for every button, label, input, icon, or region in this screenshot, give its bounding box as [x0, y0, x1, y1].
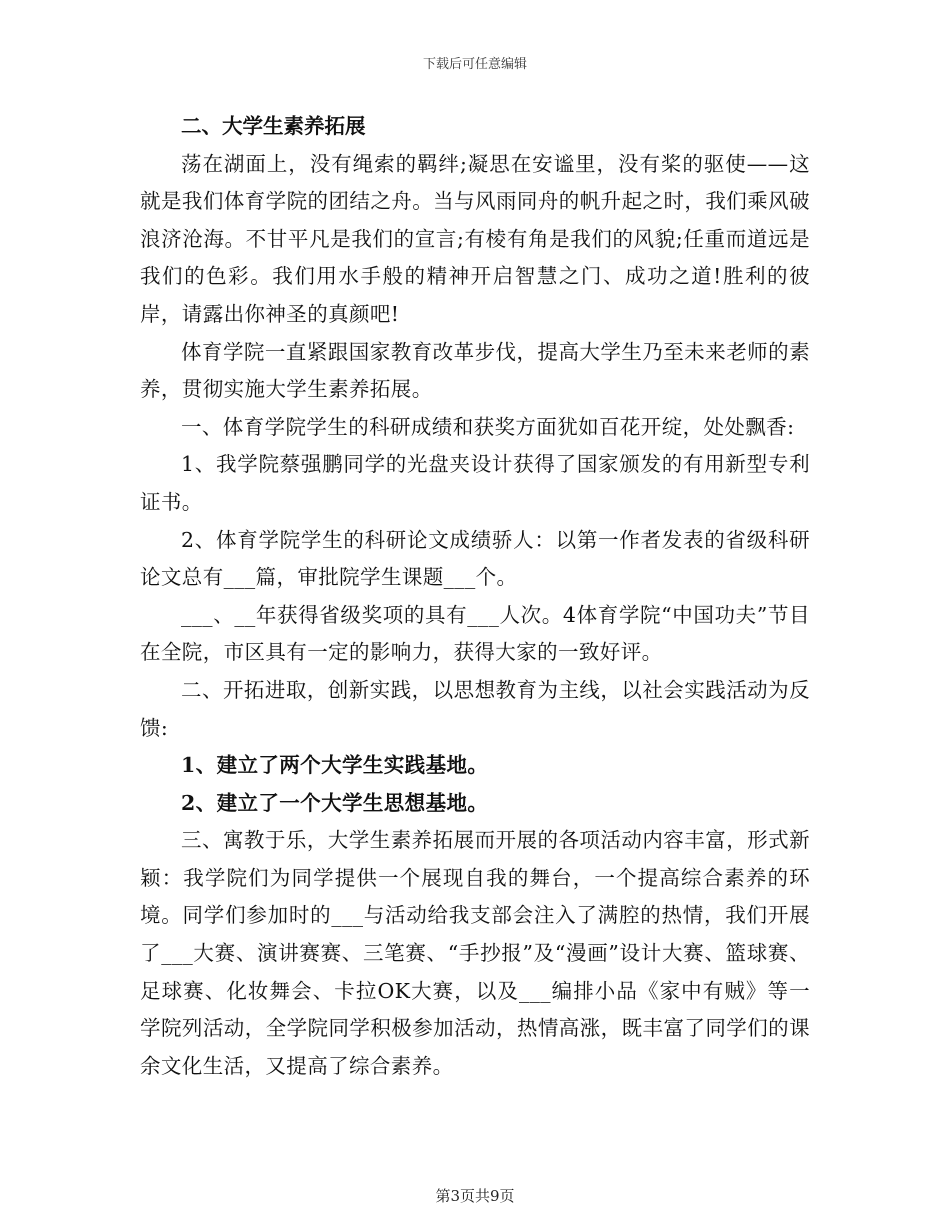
section-heading: 二、大学生素养拓展	[181, 114, 366, 138]
paragraph-intro: 荡在湖面上，没有绳索的羁绊;凝思在安谧里，没有桨的驱使——这就是我们体育学院的团结之舟。当与风雨同舟的帆升起之时，我们乘风破浪济沧海。不甘平凡是我们的宣言;有棱有角是我们的风貌;任重而道远是我们的色彩。我们用水手般的精神开启智慧之门、成功之道!胜利的彼岸，请露出你神圣的真颜吧!	[140, 151, 810, 326]
paragraph-thought-base: 2、建立了一个大学生思想基地。	[181, 790, 489, 815]
paragraph-reform: 体育学院一直紧跟国家教育改革步伐，提高大学生乃至未来老师的素养，贯彻实施大学生素养拓展。	[140, 339, 810, 402]
paragraph-research-heading: 一、体育学院学生的科研成绩和获奖方面犹如百花开绽，处处飘香:	[181, 414, 795, 439]
paragraph-practice-base: 1、建立了两个大学生实践基地。	[181, 753, 489, 778]
paragraph-papers: 2、体育学院学生的科研论文成绩骄人：以第一作者发表的省级科研论文总有___篇，审批院学生课题___个。	[140, 527, 810, 590]
paragraph-awards: ___、__年获得省级奖项的具有___人次。4体育学院“中国功夫”节目在全院，市区具有一定的影响力，获得大家的一致好评。	[140, 602, 810, 665]
document-body	[140, 108, 810, 1085]
paragraph-activities: 三、寓教于乐，大学生素养拓展而开展的各项活动内容丰富，形式新颖：我学院们为同学提供一个展现自我的舞台，一个提高综合素养的环境。同学们参加时的___与活动给我支部会注入了满腔的热情，我们开展了___大赛、演讲赛赛、三笔赛、“手抄报”及“漫画”设计大赛、篮球赛、足球赛、化妆舞会、卡拉OK大赛，以及___编排小品《家中有贼》等一学院列活动，全学院同学积极参加活动，热情高涨，既丰富了同学们的课余文化生活，又提高了综合素养。	[140, 828, 810, 1078]
paragraph-practice-heading: 二、开拓进取，创新实践，以思想教育为主线，以社会实践活动为反馈:	[140, 677, 810, 740]
page-header-note: 下载后可任意编辑	[422, 57, 527, 72]
page-number: 第3页共9页	[435, 1187, 515, 1205]
paragraph-patent: 1、我学院蔡强鹏同学的光盘夹设计获得了国家颁发的有用新型专利证书。	[140, 452, 810, 514]
